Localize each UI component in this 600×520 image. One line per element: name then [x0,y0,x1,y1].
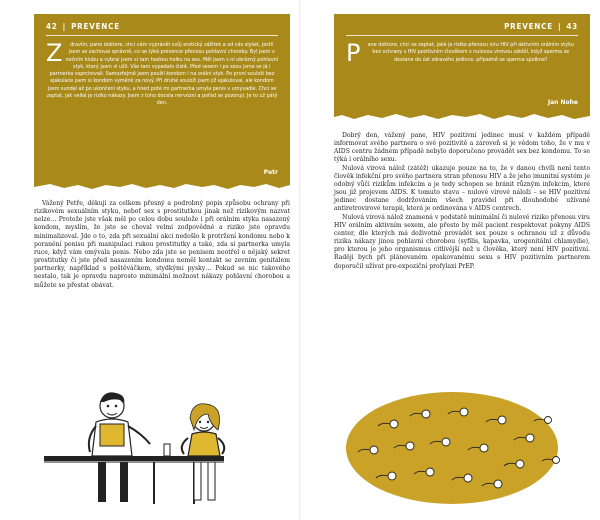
page-number-right: 43 [566,22,578,31]
reader-question-left [46,39,279,108]
page-header-left: 42 | PREVENCE [46,22,120,31]
answer-text-right [334,132,590,271]
sperm-cells-oval-illustration [334,384,590,510]
right-page [334,14,590,510]
signature-right: Jan Nohe [547,99,578,106]
signature-left: Petr [263,169,278,176]
answer-paragraph: Dobrý den, vážený pane, HIV pozitivní jedinec musí v každém případě informovat svého partnera o své pozitivitě a zároveň si je vědom toho, že v mu v AIDS centru žádném případě nebylo doporučeno provádět sex bez kondomu. To se týká i orálního sexu. [334,132,590,164]
answer-paragraph: Nulová virová nálož (zátěž) ukazuje pouze na to, že v danou chvíli není tento člověk infekční pro svého partnera stran přenosu HIV a že jeho imunitní systém je odolný vůči rizikům infekcím a je tedy schopen se bránit různým infekcím, které jsou již projevem AIDS. K tomuto stavu – nulové virové náloži – se HIV pozitivní jedinec dostane dodržováním všech pravidel při dlouhodobé užívané antiretrovirové terapii, která je ordinována v AIDS centrech. [334,164,590,213]
couple-at-bar-illustration [34,384,290,510]
section-title-right: PREVENCE [504,22,553,31]
question-text-right: ane doktore, chci se zeptat, jaké je riziko přenosu viru HIV při aktivním orálním styku bez ochrany s HIV pozitivním člověkem s nulovou virovou zátěží, když sperma se dostane do úst zdravého jedince, případně se sperma spolkne? [367,42,574,63]
section-title-left: PREVENCE [71,22,120,31]
header-rule-right [346,35,578,36]
header-rule-left [46,35,278,36]
dropcap-left: Z [46,39,63,67]
page-number-left: 42 [46,22,58,31]
torn-edge-left [34,182,290,190]
dropcap-right: P [346,39,361,67]
answer-text-left [34,200,290,290]
question-box-right [334,14,590,114]
page-header-right: PREVENCE | 43 [504,22,578,31]
reader-question-right [346,39,578,67]
torn-edge-right [334,112,590,120]
answer-paragraph: Nulová virová nálož znamená v podstatě minimální či nulové riziko přenosu viru HIV orálním aktivním sexem, ale přesto by měl pacient respektovat pokyny AIDS center, dle kterých má doživotně provádět sex pouze s ochranou už z důvodu rizika nákazy jinou pohlavní chorobou (syfilis, kapavka, urogenitální chlamydie), pro kterou je jeho organismus citlivější než u člověka, který není HIV pozitivní. Raději bych při plánovaném opakovanému sexu s HIV pozitivním partnerem doporučil užívat pre-expoziční profylaxi PrEP. [334,213,590,270]
book-spine [299,0,301,520]
question-text-left: dravím, pane doktore, chci vám vyprávět svůj erotický zážitek a od vás slyšet, jestli jsem se zachoval správně, co se týká prevence přenosu pohlavní choroby. Byl jsem v nočním klubu a vybral jsem si tam hezkou holku na sex. Měl jsem s ní obrázný pohlavní styk, který jsem si užil. Vše tam vypadalo čistě. Před sexem i po sexu jsme se já i partnerka osprchovali. Samozřejmě jsem použil kondom i na orální styk. Po první souloži bez ejakulace jsem si kondom vyměnil za nový. Při druhé souloži jsem již ejakuloval, ale kondom jsem sundal až po ukončení styku, a hned poté mi partnerka umyla penis v umyvadle. Chci se zeptat, jak velké je riziko nákazy. Jsem z toho docela nervózní a pořád se pozoruji. Je to už pátý den. [46,42,279,107]
question-box-left [34,14,290,184]
answer-paragraph: Vážený Petře, děkuji za celkem přesný a podrobný popis způsobu ochrany při rizikovém sexuálním styku, neboť sex s prostitutkou jinak než rizikovým nazvat nelze… Protože jste však měl po celou dobu soulože i při orálním styku nasazený kondom, myslím, že jste se choval velmi zodpovědně a riziko jste opravdu minimalizoval. Jde o to, zda při sexuální akci nedošlo k protržení kondomu nebo k poranění penisu při manipulaci rukou prostitutky a také, zda si partnerka umyla ruce, když vám omývala penis. Nebo zda jste se penisem neotřel o nějaký sekret prostitutky či jste před nasazením kondomu neměl kontakt se zevním genitálem partnerky, například s poštěváčkem, stydkými pysky… Pokud se nic takového nestalo, tak je opravdu naprosto minimální možnost nákazy pohlavní chorobou a můžete se přestat obávat. [34,200,290,289]
left-page [34,14,290,510]
